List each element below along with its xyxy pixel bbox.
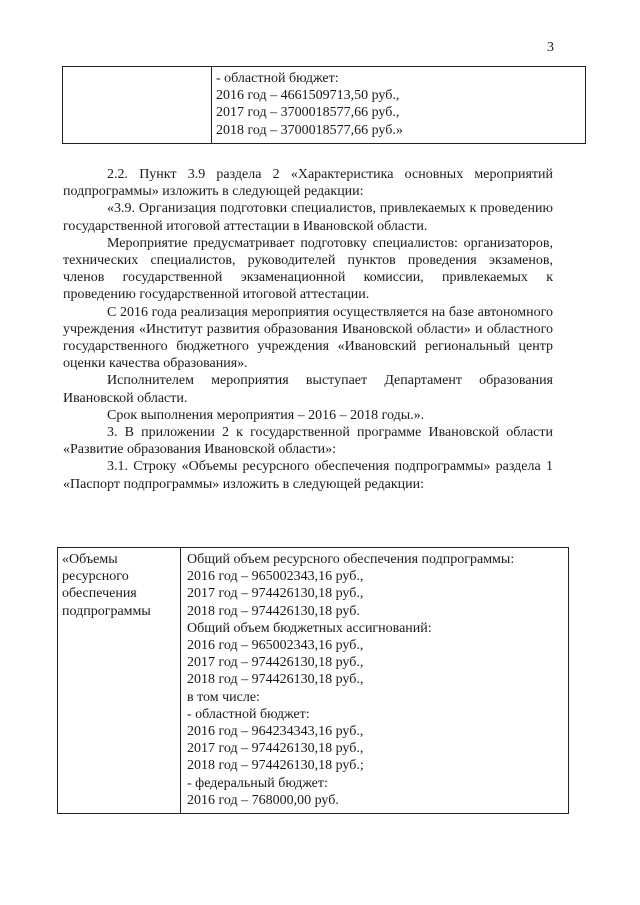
table-cell-values (181, 548, 569, 814)
paragraph: 2.2. Пункт 3.9 раздела 2 «Характеристика основных мероприятий подпрограммы» изложить в следующей редакции: (63, 167, 553, 200)
table-line: 2018 год – 974426130,18 руб. (187, 603, 360, 619)
table-line: ресурсного (62, 569, 129, 585)
table-line: 2016 год – 768000,00 руб. (187, 792, 339, 808)
paragraph: Мероприятие предусматривает подготовку специалистов: организаторов, технических специалистов, руководителей пунктов проведения экзаменов, членов государственной экзаменационной комиссии, привлекаемых к проведению государственной итоговой аттестации. (63, 235, 553, 303)
table-line: 2018 год – 3700018577,66 руб.» (216, 122, 403, 138)
paragraph: 3. В приложении 2 к государственной программе Ивановской области «Развитие образования Ивановской области»: (63, 425, 553, 458)
paragraph: Срок выполнения мероприятия – 2016 – 2018 годы.». (107, 407, 425, 423)
paragraph: «3.9. Организация подготовки специалистов, привлекаемых к проведению государственной итоговой аттестации в Ивановской области. (63, 201, 553, 234)
table-line: 2016 год – 964234343,16 руб., (187, 724, 364, 740)
table-line: 2016 год – 4661509713,50 руб., (216, 88, 400, 104)
table-cell-empty (63, 67, 212, 144)
table-line: 2017 год – 974426130,18 руб., (187, 655, 364, 671)
table-line: 2016 год – 965002343,16 руб., (187, 638, 364, 654)
table-cell-budget (212, 67, 586, 144)
table-line: 2017 год – 974426130,18 руб., (187, 586, 364, 602)
page-number: 3 (547, 40, 554, 55)
resource-table (57, 547, 569, 814)
table-line: 2018 год – 974426130,18 руб.; (187, 758, 364, 774)
budget-table-continuation (62, 66, 586, 144)
table-line: 2018 год – 974426130,18 руб., (187, 672, 364, 688)
table-line: - областной бюджет: (187, 706, 310, 722)
table-line: Общий объем бюджетных ассигнований: (187, 620, 432, 636)
paragraph: 3.1. Строку «Объемы ресурсного обеспечения подпрограммы» раздела 1 «Паспорт подпрограммы» изложить в следующей редакции: (63, 459, 553, 492)
table-line: 2016 год – 965002343,16 руб., (187, 569, 364, 585)
table-line: Общий объем ресурсного обеспечения подпрограммы: (187, 552, 515, 567)
table-line: в том числе: (187, 689, 260, 705)
table-line: - федеральный бюджет: (187, 775, 328, 791)
table-cell-label (58, 548, 181, 814)
table-line: подпрограммы (62, 603, 151, 619)
table-line: обеспечения (62, 586, 137, 602)
table-line: «Объемы (62, 552, 118, 567)
table-line: 2017 год – 3700018577,66 руб., (216, 105, 400, 121)
table-line: - областной бюджет: (216, 71, 339, 86)
paragraph: Исполнителем мероприятия выступает Департамент образования Ивановской области. (63, 373, 553, 406)
table-line: 2017 год – 974426130,18 руб., (187, 741, 364, 757)
body-text (63, 166, 553, 493)
paragraph: С 2016 года реализация мероприятия осуществляется на базе автономного учреждения «Институт развития образования Ивановской области» и областного государственного бюджетного учреждения «Ивановский региональный центр оценки качества образования». (63, 304, 553, 372)
